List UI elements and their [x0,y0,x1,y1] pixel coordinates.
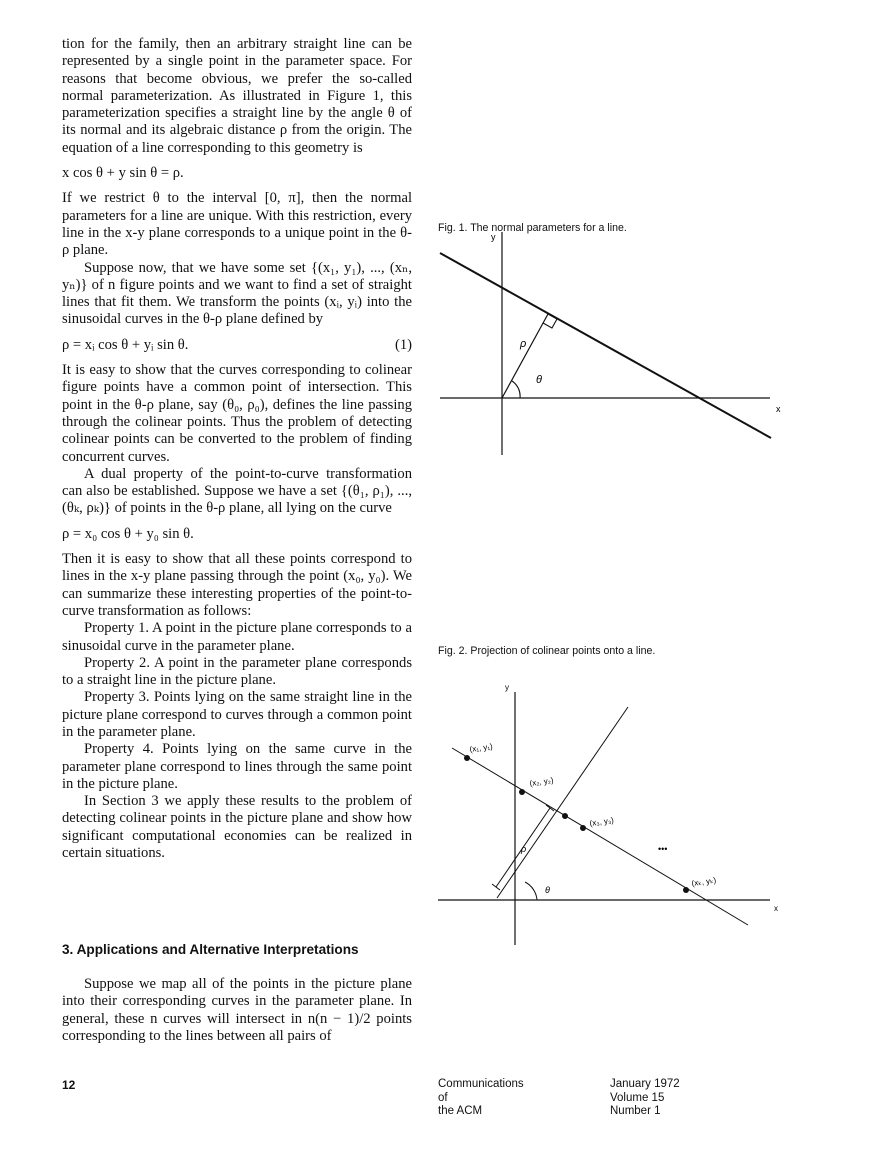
fig2-ellipsis: ••• [658,844,668,854]
fig2-point-line [452,748,748,925]
fig2-label-rho: ρ [521,844,527,854]
journal-name [438,1078,524,1119]
section-heading: 3. Applications and Alternative Interpretations [62,942,359,957]
issue-info [610,1078,680,1119]
fig1-label-y: y [491,232,496,242]
figure-2-caption: Fig. 2. Projection of colinear points onto a line. [438,645,656,657]
page-number: 12 [62,1078,76,1092]
fig2-rho-tick-low [492,884,500,890]
fig1-label-rho: ρ [520,338,527,350]
property-2: Property 2. A point in the parameter plane corresponds to a straight line in the picture plane. [62,654,412,689]
paragraph-restrict: If we restrict θ to the interval [0, π], then the normal parameters for a line are unique. With this restriction, every line in the x-y plane corresponds to a unique point in the θ-ρ plane. [62,190,412,259]
fig1-label-theta: θ [536,374,542,386]
journal-line-3: the ACM [438,1105,483,1117]
fig2-label-x: x [774,904,778,913]
fig2-label-theta: θ [545,885,550,895]
fig2-label-point-1: (x₁, y₁) [469,741,494,754]
journal-line-2: of [438,1091,448,1104]
issue-number: Number 1 [610,1105,661,1117]
paragraph-intro: tion for the family, then an arbitrary straight line can be represented by a single point in the parameter space. For reasons that become obvious, we prefer the so-called normal parameterization. As illustrated in Figure 1, this parameterization specifies a straight line by the angle θ of its normal and its algebraic distance ρ from the origin. The equation of a line corresponding to this geometry is [62,36,412,156]
figure-2 [430,670,790,950]
equation-1: ρ = xᵢ cos θ + yᵢ sin θ. [62,336,189,353]
fig2-angle-arc [525,882,537,900]
fig1-line [440,253,771,438]
issue-volume: Volume 15 [610,1091,665,1104]
fig2-projection-line [497,707,628,898]
text-column-upper [62,36,412,862]
property-1: Property 1. A point in the picture plane corresponds to a sinusoidal curve in the parameter plane. [62,620,412,654]
equation-line: x cos θ + y sin θ = ρ. [62,165,184,182]
paragraph-section3: In Section 3 we apply these results to the problem of detecting colinear points in the picture plane and show how significant computational economies can be realized in certain situations. [62,793,412,862]
paragraph-then: Then it is easy to show that all these points correspond to lines in the x-y plane passing through the point (x₀, y₀). We can summarize these interesting properties of the point-to-curve transformation as follows: [62,551,412,619]
property-3: Property 3. Points lying on the same straight line in the picture plane correspond to curves through a common point in the parameter plane. [62,689,412,740]
property-4: Property 4. Points lying on the same curve in the parameter plane correspond to lines through the same point in the picture plane. [62,741,412,792]
fig2-label-y: y [505,683,509,692]
equation-1-row [62,337,412,354]
fig2-point-1 [464,755,470,761]
fig2-point-k [683,887,689,893]
fig2-point-3 [562,813,568,819]
journal-line-1: Communications [438,1078,524,1090]
paragraph-easy: It is easy to show that the curves corresponding to colinear figure points have a common point of intersection. This point in the θ-ρ plane, say (θ₀, ρ₀), defines the line passing through the colinear points. Thus the problem of detecting colinear points can be converted to the problem of finding concurrent curves. [62,362,412,465]
fig2-point-2 [519,789,525,795]
figure-1-caption: Fig. 1. The normal parameters for a line. [438,222,627,234]
fig2-label-point-3: (x₃, y₃) [589,815,615,828]
fig2-label-point-k: (xₖ, yₖ) [691,875,717,888]
paragraph-map: Suppose we map all of the points in the picture plane into their corresponding curves in the parameter plane. In general, these n curves will intersect in n(n − 1)/2 points corresponding to the lines between all pairs of [62,976,412,1044]
equation-1-number: (1) [394,336,412,353]
fig1-label-x: x [776,404,781,414]
fig2-label-point-2: (x₂, y₂) [529,775,555,788]
issue-date: January 1972 [610,1078,680,1090]
figure-1 [430,225,790,465]
fig2-point-3-projection [580,825,586,831]
paragraph-suppose: Suppose now, that we have some set {(x₁, y₁), ..., (xₙ, yₙ)} of n figure points and we want to find a set of straight lines that fit them. We transform the points (xᵢ, yᵢ) into the sinusoidal curves in the θ-ρ plane defined by [62,259,412,328]
text-column-lower [62,976,412,1045]
paragraph-dual: A dual property of the point-to-curve transformation can also be established. Suppose we have a set {(θ₁, ρ₁), ..., (θₖ, ρₖ)} of points in the θ-ρ plane, all lying on the curve [62,465,412,517]
equation-curve: ρ = x₀ cos θ + y₀ sin θ. [62,525,194,542]
fig1-angle-arc [512,381,520,398]
